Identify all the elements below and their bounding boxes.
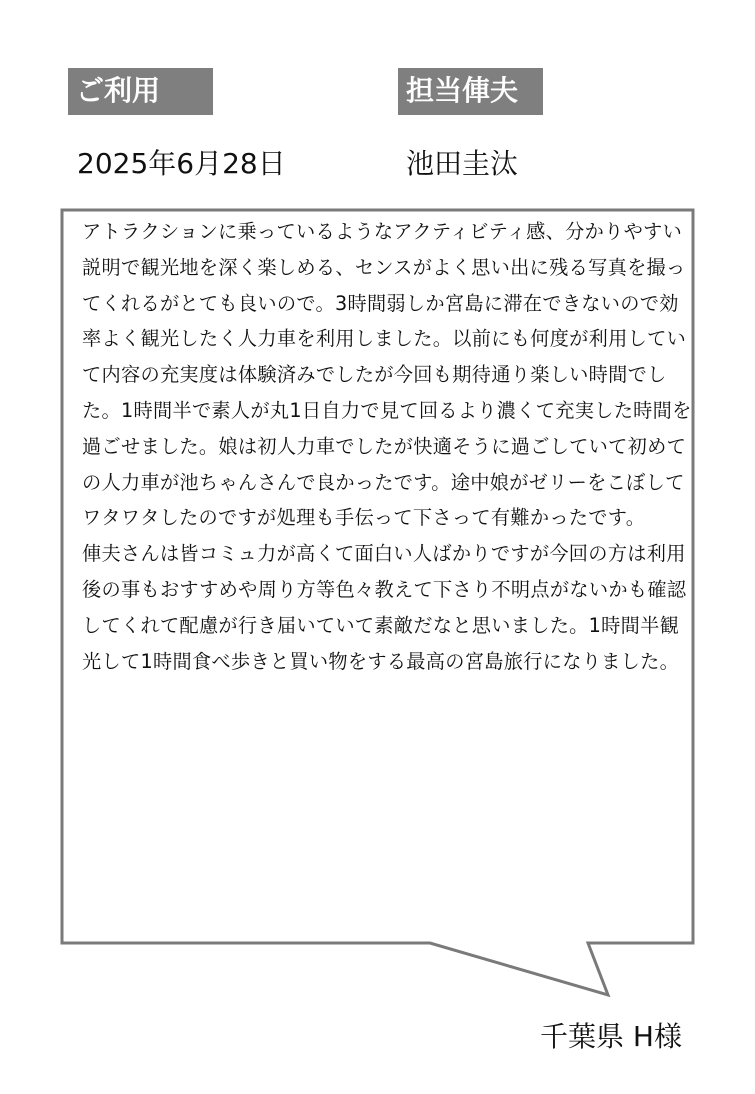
review-paragraph-1: アトラクションに乗っているようなアクティビティ感、分かりやすい説明で観光地を深く楽しめる、センスがよく思い出に残る写真を撮ってくれるがとても良いので。3時間弱しか宮島に滞在できないので効率よく観光したく人力車を利用しました。以前にも何度が利用していて内容の充実度は体験済みでしたが今回も期待通り楽しい時間でした。1時間半で素人が丸1日自力で見て回るより濃くて充実した時間を過ごせました。娘は初人力車でしたが快適そうに過ごしていて初めての人力車が池ちゃんさんで良かったです。途中娘がゼリーをこぼしてワタワタしたのですが処理も手伝って下さって有難かったです。 <box>82 220 692 530</box>
usage-label-text: ご利用 <box>76 74 161 107</box>
driver-name: 池田圭汰 <box>406 147 519 180</box>
customer-name: 千葉県 H様 <box>540 1020 682 1053</box>
driver-label-text: 担当俥夫 <box>406 74 519 107</box>
review-text <box>82 214 694 679</box>
usage-date: 2025年6月28日 <box>77 147 286 180</box>
review-paragraph-2: 俥夫さんは皆コミュ力が高くて面白い人ばかりですが今回の方は利用後の事もおすすめや周り方等色々教えて下さり不明点がないかも確認してくれて配慮が行き届いていて素敵だなと思いました。1時間半観光して1時間食べ歩きと買い物をする最高の宮島旅行になりました。 <box>82 542 687 673</box>
